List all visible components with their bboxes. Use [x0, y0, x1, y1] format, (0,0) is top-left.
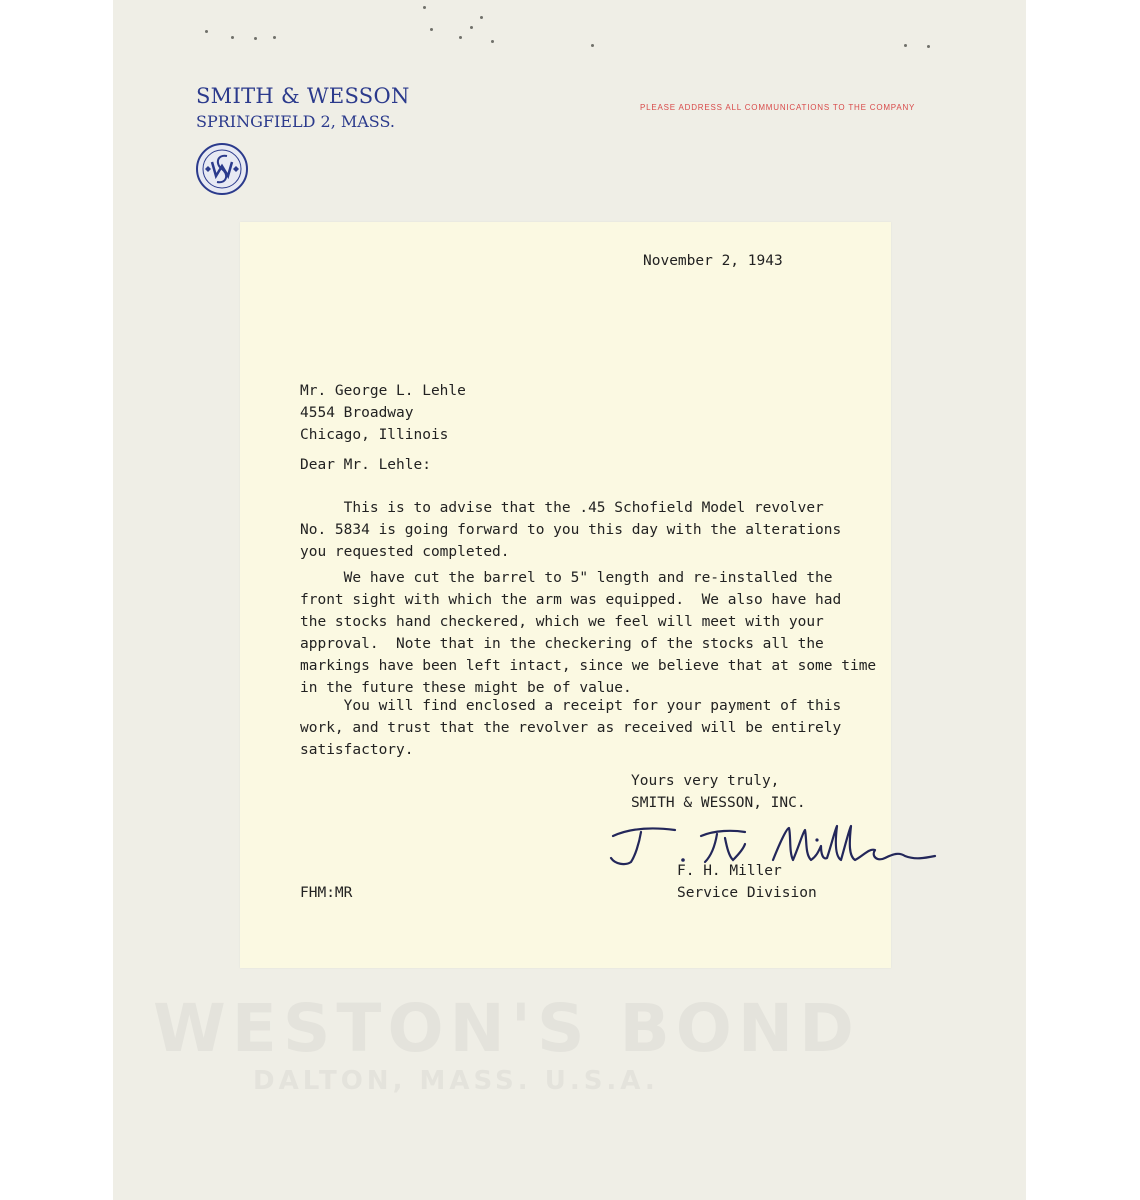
paper-speck [591, 44, 594, 47]
body-line: the stocks hand checkered, which we feel will meet with your [300, 614, 824, 630]
paper-speck [470, 26, 473, 29]
body-line: You will find enclosed a receipt for your payment of this [300, 698, 842, 714]
letter-date: November 2, 1943 [643, 253, 783, 269]
reference-initials: FHM:MR [300, 885, 353, 901]
recipient-street: 4554 Broadway [300, 405, 414, 421]
body-line: No. 5834 is going forward to you this day with the alterations [300, 522, 842, 538]
letter-sheet [240, 222, 891, 968]
body-line: in the future these might be of value. [300, 680, 632, 696]
company-seal-icon [195, 142, 249, 196]
body-line: work, and trust that the revolver as received will be entirely [300, 720, 842, 736]
watermark-location: DALTON, MASS. U.S.A. [253, 1066, 659, 1096]
body-line: you requested completed. [300, 544, 510, 560]
body-line: markings have been left intact, since we believe that at some time [300, 658, 877, 674]
signer-block [677, 860, 817, 904]
body-line: We have cut the barrel to 5" length and re-installed the [300, 570, 833, 586]
watermark-brand: WESTON'S BOND [153, 990, 860, 1067]
paper-speck [480, 16, 483, 19]
address-notice: PLEASE ADDRESS ALL COMMUNICATIONS TO THE COMPANY [640, 103, 916, 112]
body-paragraph [300, 497, 841, 563]
paper-speck [423, 6, 426, 9]
closing-block [631, 770, 806, 814]
signer-division: Service Division [677, 885, 817, 901]
company-name: SMITH & WESSON [196, 84, 410, 108]
paper-speck [927, 45, 930, 48]
paper-speck [491, 40, 494, 43]
paper-speck [904, 44, 907, 47]
complimentary-close: Yours very truly, [631, 773, 780, 789]
signing-company: SMITH & WESSON, INC. [631, 795, 806, 811]
signer-name: F. H. Miller [677, 863, 782, 879]
paper-speck [205, 30, 208, 33]
body-line: approval. Note that in the checkering of the stocks all the [300, 636, 824, 652]
paper-speck [430, 28, 433, 31]
body-line: front sight with which the arm was equipped. We also have had [300, 592, 842, 608]
body-paragraph [300, 567, 876, 699]
letterhead-paper [113, 0, 1026, 1200]
recipient-name: Mr. George L. Lehle [300, 383, 466, 399]
paper-speck [254, 37, 257, 40]
recipient-city: Chicago, Illinois [300, 427, 449, 443]
paper-speck [459, 36, 462, 39]
salutation: Dear Mr. Lehle: [300, 457, 431, 473]
body-paragraph [300, 695, 841, 761]
recipient-address [300, 380, 466, 446]
paper-speck [231, 36, 234, 39]
paper-speck [273, 36, 276, 39]
body-line: satisfactory. [300, 742, 414, 758]
body-line: This is to advise that the .45 Schofield Model revolver [300, 500, 824, 516]
company-city: SPRINGFIELD 2, MASS. [196, 112, 395, 131]
